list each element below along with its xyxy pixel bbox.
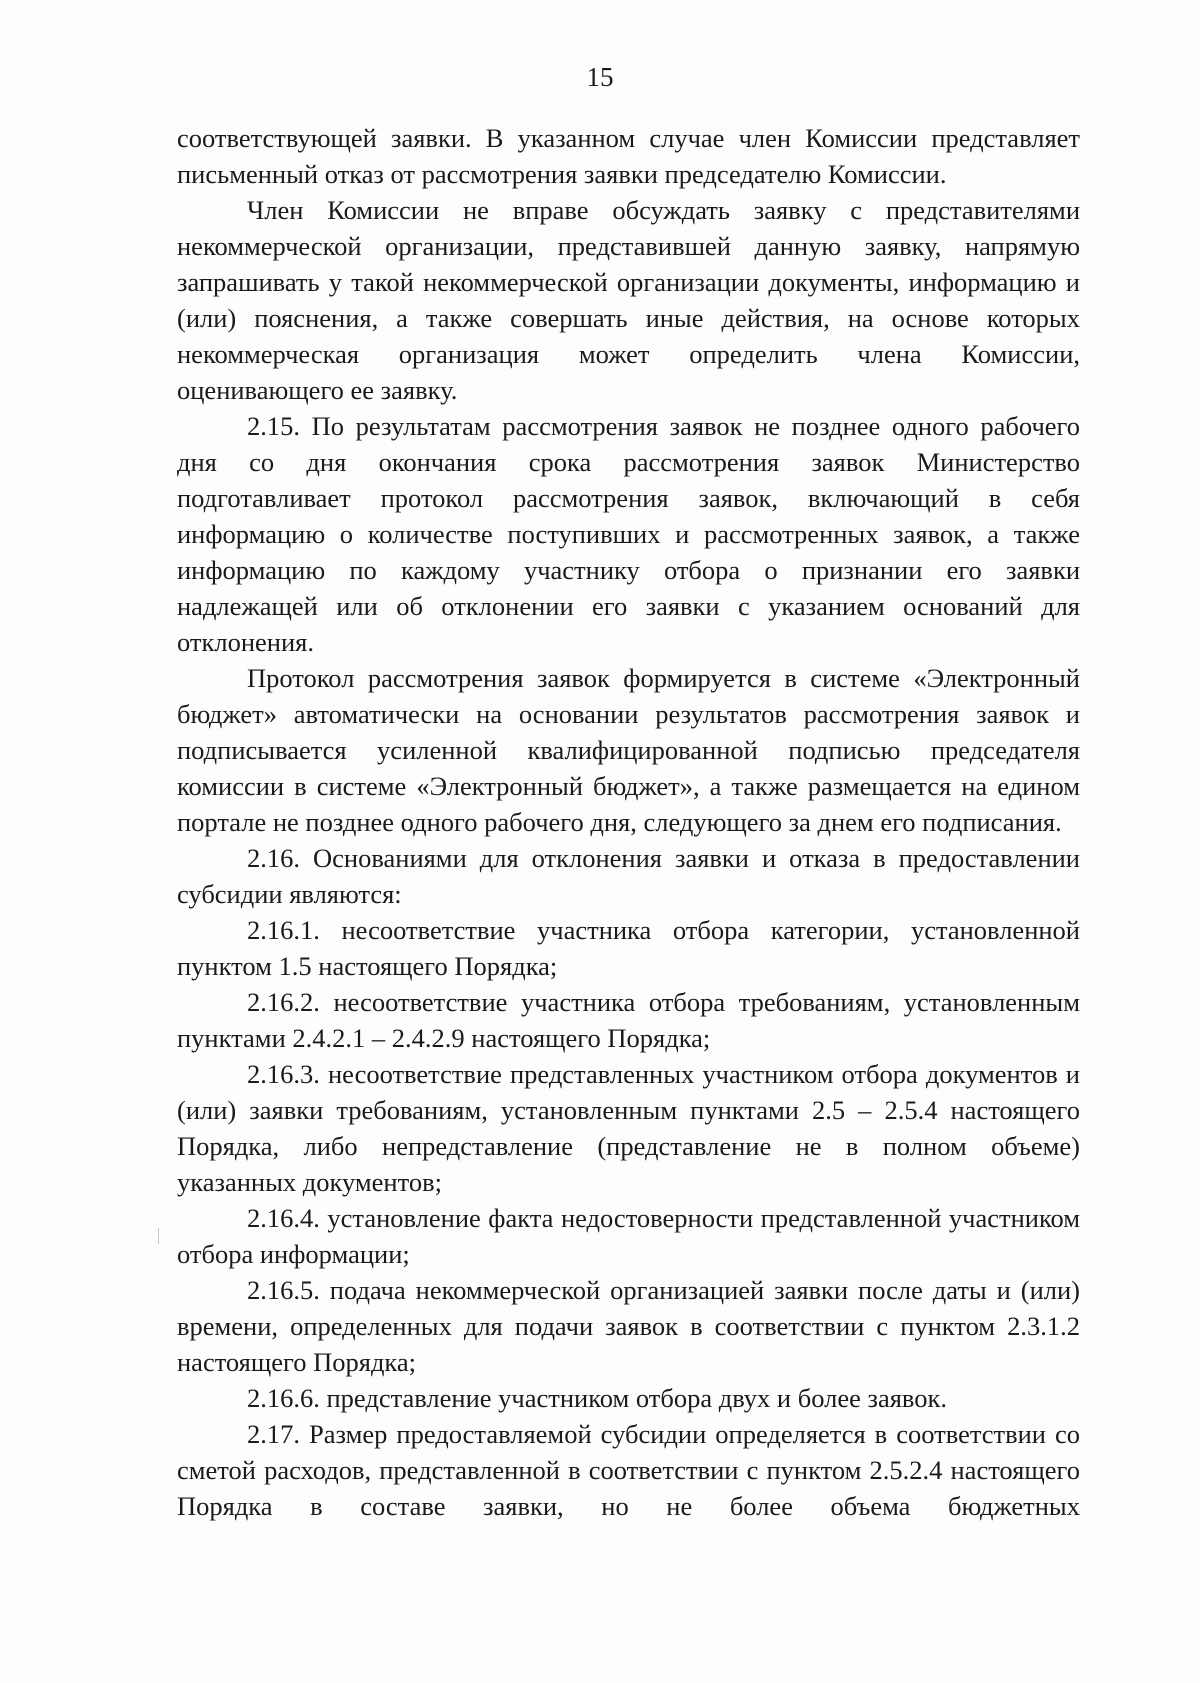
paragraph: 2.16.5. подача некоммерческой организацией заявки после даты и (или) времени, определенных для подачи заявок в соответствии с пунктом 2.3.1.2 настоящего Порядка;: [177, 1275, 1080, 1377]
paragraph: 2.16.3. несоответствие представленных участником отбора документов и (или) заявки требованиям, установленным пунктами 2.5 – 2.5.4 настоящего Порядка, либо непредставление (представление не в полном объеме) указанных документов;: [177, 1059, 1080, 1197]
scan-mark: [158, 1228, 159, 1244]
paragraph: 2.16. Основаниями для отклонения заявки и отказа в предоставлении субсидии являются:: [177, 843, 1080, 909]
paragraph: соответствующей заявки. В указанном случае член Комиссии представляет письменный отказ от рассмотрения заявки председателю Комиссии.: [177, 123, 1080, 189]
page-number: 15: [586, 62, 614, 92]
paragraph: 2.17. Размер предоставляемой субсидии определяется в соответствии со сметой расходов, представленной в соответствии с пунктом 2.5.2.4 настоящего Порядка в составе заявки, но не более объема бюджетных: [177, 1419, 1080, 1521]
paragraph: 2.16.1. несоответствие участника отбора категории, установленной пунктом 1.5 настоящего Порядка;: [177, 915, 1080, 981]
document-body: [177, 120, 1080, 1524]
paragraph: 2.16.4. установление факта недостоверности представленной участником отбора информации;: [177, 1203, 1080, 1269]
paragraph: Протокол рассмотрения заявок формируется в системе «Электронный бюджет» автоматически на основании результатов рассмотрения заявок и подписывается усиленной квалифицированной подписью председателя комиссии в системе «Электронный бюджет», а также размещается на едином портале не позднее одного рабочего дня, следующего за днем его подписания.: [177, 663, 1080, 837]
paragraph: Член Комиссии не вправе обсуждать заявку с представителями некоммерческой организации, представившей данную заявку, напрямую запрашивать у такой некоммерческой организации документы, информацию и (или) пояснения, а также совершать иные действия, на основе которых некоммерческая организация может определить члена Комиссии, оценивающего ее заявку.: [177, 195, 1080, 405]
paragraph: 2.16.6. представление участником отбора двух и более заявок.: [247, 1383, 947, 1413]
paragraph: 2.16.2. несоответствие участника отбора требованиям, установленным пунктами 2.4.2.1 – 2.4.2.9 настоящего Порядка;: [177, 987, 1080, 1053]
paragraph: 2.15. По результатам рассмотрения заявок не позднее одного рабочего дня со дня окончания срока рассмотрения заявок Министерство подготавливает протокол рассмотрения заявок, включающий в себя информацию о количестве поступивших и рассмотренных заявок, а также информацию по каждому участнику отбора о признании его заявки надлежащей или об отклонении его заявки с указанием оснований для отклонения.: [177, 411, 1080, 657]
